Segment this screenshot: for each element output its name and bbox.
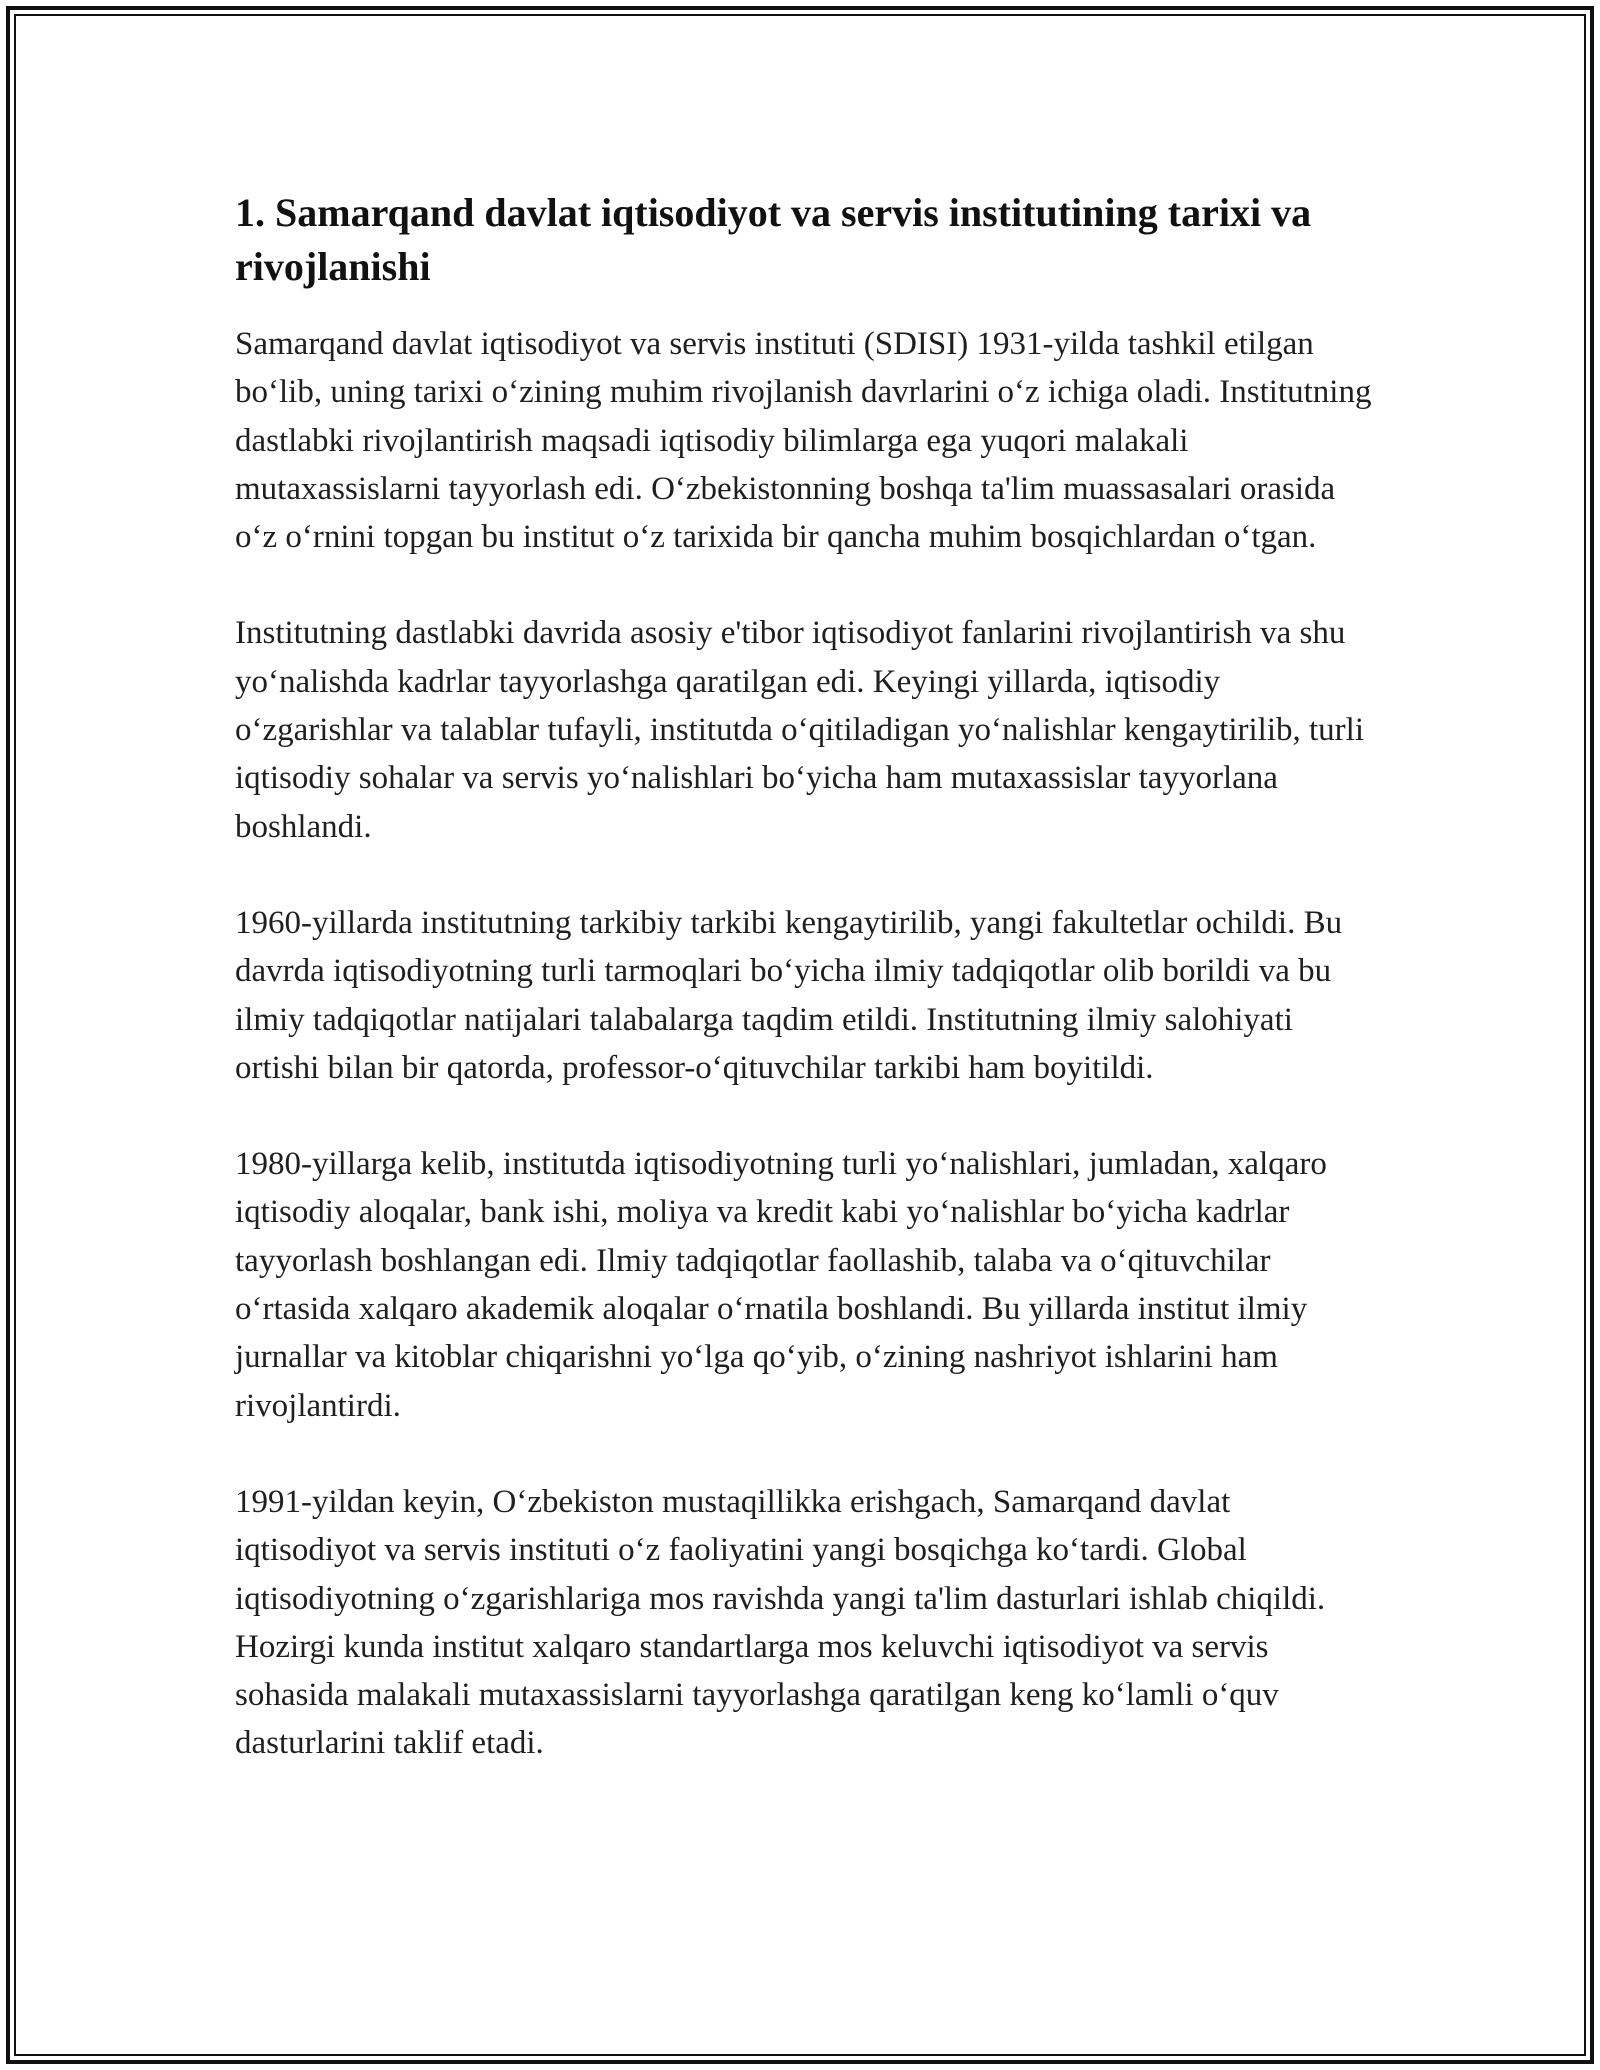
paragraph-founding: Samarqand davlat iqtisodiyot va servis instituti (SDISI) 1931-yilda tashkil etilgan bo‘lib, uning tarixi o‘zining muhim rivojlanish davrlarini o‘z ichiga oladi. Institutning dastlabki rivojlantirish maqsadi iqtisodiy bilimlarga ega yuqori malakali mutaxassislarni tayyorlash edi. O‘zbekistonning boshqa ta'lim muassasalari orasida o‘z o‘rnini topgan bu institut o‘z tarixida bir qancha muhim bosqichlardan o‘tgan. <box>235 326 1372 556</box>
document-body <box>235 186 1375 1816</box>
paragraph-1980s: 1980-yillarga kelib, institutda iqtisodiyotning turli yo‘nalishlari, jumladan, xalqaro iqtisodiy aloqalar, bank ishi, moliya va kredit kabi yo‘nalishlar bo‘yicha kadrlar tayyorlash boshlangan edi. Ilmiy tadqiqotlar faollashib, talaba va o‘qituvchilar o‘rtasida xalqaro akademik aloqalar o‘rnatila boshlandi. Bu yillarda institut ilmiy jurnallar va kitoblar chiqarishni yo‘lga qo‘yib, o‘zining nashriyot ishlarini ham rivojlantirdi. <box>235 1146 1327 1424</box>
paragraph-after-1991: 1991-yildan keyin, O‘zbekiston mustaqillikka erishgach, Samarqand davlat iqtisodiyot va servis instituti o‘z faoliyatini yangi bosqichga ko‘tardi. Global iqtisodiyotning o‘zgarishlariga mos ravishda yangi ta'lim dasturlari ishlab chiqildi. Hozirgi kunda institut xalqaro standartlarga mos keluvchi iqtisodiyot va servis sohasida malakali mutaxassislarni tayyorlashga qaratilgan keng ko‘lamli o‘quv dasturlarini taklif etadi. <box>235 1483 1326 1762</box>
section-heading: 1. Samarqand davlat iqtisodiyot va servis institutining tarixi va rivojlanishi <box>235 190 1312 289</box>
paragraph-1960s: 1960-yillarda institutning tarkibiy tarkibi kengaytirilib, yangi fakultetlar ochildi. Bu davrda iqtisodiyotning turli tarmoqlari bo‘yicha ilmiy tadqiqotlar olib borildi va bu ilmiy tadqiqotlar natijalari talabalarga taqdim etildi. Institutning ilmiy salohiyati ortishi bilan bir qatorda, professor-o‘qituvchilar tarkibi ham boyitildi. <box>235 904 1343 1086</box>
paragraph-early-period: Institutning dastlabki davrida asosiy e'tibor iqtisodiyot fanlarini rivojlantirish va shu yo‘nalishda kadrlar tayyorlashga qaratilgan edi. Keyingi yillarda, iqtisodiy o‘zgarishlar va talablar tufayli, institutda o‘qitiladigan yo‘nalishlar kengaytirilib, turli iqtisodiy sohalar va servis yo‘nalishlari bo‘yicha ham mutaxassislar tayyorlana boshlandi. <box>235 615 1365 845</box>
